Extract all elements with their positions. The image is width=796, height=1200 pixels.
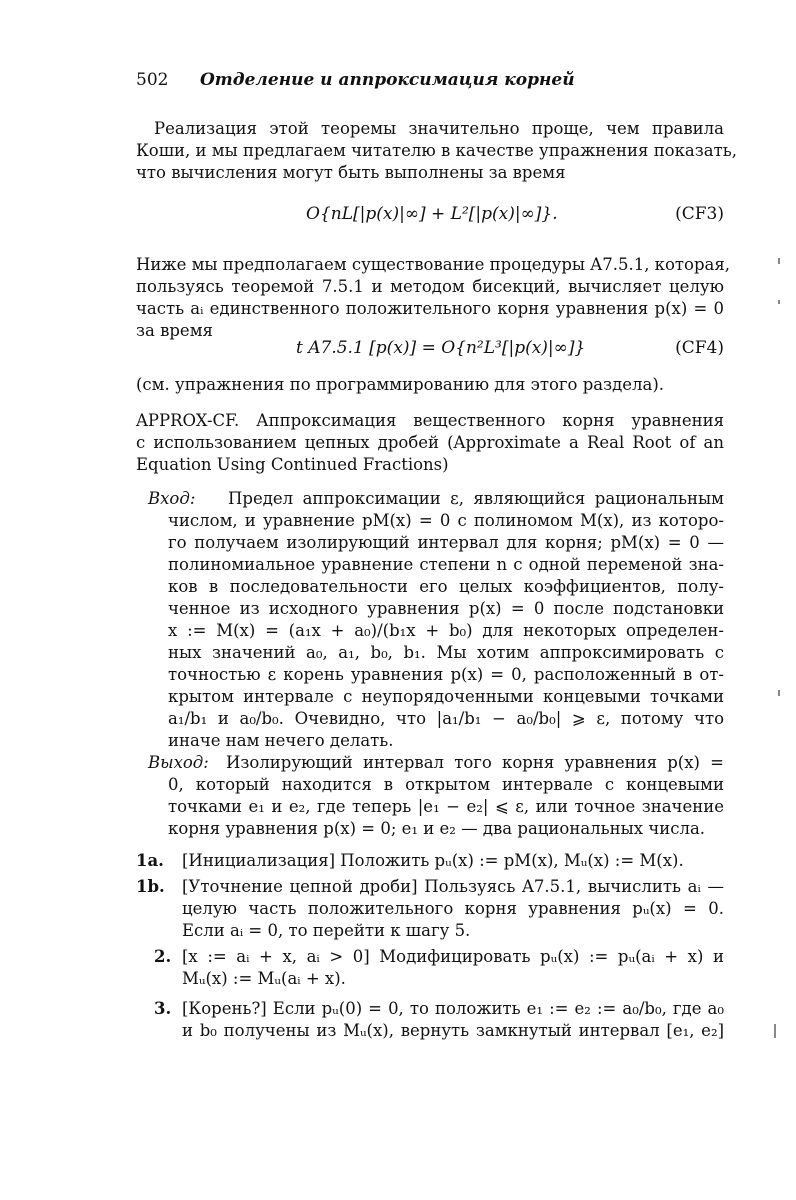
page-number: 502 [136, 70, 169, 90]
running-title: Отделение и аппроксимация корней [200, 70, 575, 90]
input-label: Вход: [148, 489, 196, 508]
para2-line: за время [136, 321, 213, 340]
step-line: [Инициализация] Положить pᵤ(x) := pM(x), Mᵤ(x) := M(x). [182, 851, 684, 870]
step-line: Mᵤ(x) := Mᵤ(aᵢ + x). [182, 969, 346, 988]
step-line: целую часть положительного корня уравнения pᵤ(x) = 0. [182, 899, 724, 918]
para3: (см. упражнения по программированию для этого раздела). [136, 375, 665, 394]
step-number: 1a. [136, 851, 164, 870]
scan-speck [774, 1024, 776, 1038]
equation-cf3: O{nL[|p(x)|∞] + L²[|p(x)|∞]}. [306, 204, 558, 224]
algorithm-title-line: с использованием цепных дробей (Approximate a Real Root of an [136, 433, 724, 452]
output-label: Выход: [148, 753, 209, 772]
step-line: Если aᵢ = 0, то перейти к шагу 5. [182, 921, 471, 940]
input-line: числом, и уравнение pM(x) = 0 с полиномом M(x), из которо- [168, 511, 724, 530]
para1-line: что вычисления могут быть выполнены за время [136, 163, 566, 182]
output-line: корня уравнения p(x) = 0; e₁ и e₂ — два рациональных числа. [168, 819, 706, 838]
para2-line: Ниже мы предполагаем существование процедуры A7.5.1, которая, [136, 255, 731, 274]
input-line: иначе нам нечего делать. [168, 731, 394, 750]
input-line: полиномиальное уравнение степени n с одной переменой зна- [168, 555, 724, 574]
scan-speck [778, 258, 780, 264]
scan-speck [778, 300, 780, 304]
input-line: ченное из исходного уравнения p(x) = 0 после подстановки [168, 599, 724, 618]
input-line: го получаем изолирующий интервал для корня; pM(x) = 0 — [168, 533, 724, 552]
equation-cf3-label: (CF3) [675, 204, 724, 224]
scan-speck [778, 690, 780, 696]
input-line: точностью ε корень уравнения p(x) = 0, расположенный в от- [168, 665, 724, 684]
step-number: 2. [154, 947, 172, 966]
equation-cf4-label: (CF4) [675, 338, 724, 358]
step-number: 3. [154, 999, 172, 1018]
algorithm-title-line: Equation Using Continued Fractions) [136, 455, 449, 474]
step-line: [x := aᵢ + x, aᵢ > 0] Модифицировать pᵤ(x) := pᵤ(aᵢ + x) и [182, 947, 724, 966]
algorithm-title-line: APPROX-CF. Аппроксимация вещественного корня уравнения [136, 411, 724, 430]
para1-line: Коши, и мы предлагаем читателю в качестве упражнения показать, [136, 141, 737, 160]
step-line: [Уточнение цепной дроби] Пользуясь A7.5.1, вычислить aᵢ — [182, 877, 724, 896]
output-line: точками e₁ и e₂, где теперь |e₁ − e₂| ⩽ ε, или точное значение [168, 797, 724, 816]
para1-line: Реализация этой теоремы значительно проще, чем правила [154, 119, 724, 138]
input-line: a₁/b₁ и a₀/b₀. Очевидно, что |a₁/b₁ − a₀/b₀| ⩾ ε, потому что [168, 709, 724, 728]
input-line: x := M(x) = (a₁x + a₀)/(b₁x + b₀) для некоторых определен- [168, 621, 724, 640]
step-line: и b₀ получены из Mᵤ(x), вернуть замкнутый интервал [e₁, e₂] [182, 1021, 724, 1040]
para2-line: часть aᵢ единственного положительного корня уравнения p(x) = 0 [136, 299, 724, 318]
output-line: Изолирующий интервал того корня уравнения p(x) = [226, 753, 724, 772]
equation-cf4: t A7.5.1 [p(x)] = O{n²L³[|p(x)|∞]} [296, 338, 586, 358]
step-line: [Корень?] Если pᵤ(0) = 0, то положить e₁ := e₂ := a₀/b₀, где a₀ [182, 999, 724, 1018]
input-line: ных значений a₀, a₁, b₀, b₁. Мы хотим аппроксимировать с [168, 643, 724, 662]
para2-line: пользуясь теоремой 7.5.1 и методом бисекций, вычисляет целую [136, 277, 724, 296]
input-line: крытом интервале с неупорядоченными концевыми точками [168, 687, 724, 706]
input-line: ков в последовательности его целых коэффициентов, полу- [168, 577, 724, 596]
input-line: Предел аппроксимации ε, являющийся рациональным [228, 489, 724, 508]
step-number: 1b. [136, 877, 165, 896]
output-line: 0, который находится в открытом интервале с концевыми [168, 775, 724, 794]
